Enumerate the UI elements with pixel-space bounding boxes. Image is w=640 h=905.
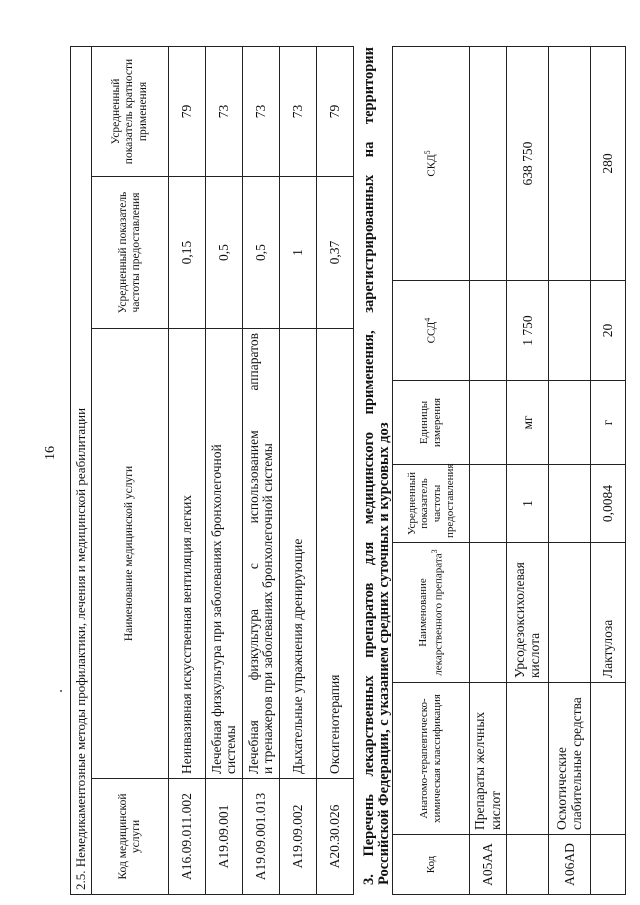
service-name: Дыхательные упражнения дренирующие [280, 329, 317, 779]
atc-code: A06AD [549, 835, 591, 895]
section-3-heading-line-2: Российской Федерации, с указанием средних суточных и курсовых доз [376, 422, 392, 885]
skd-value [470, 47, 507, 281]
ssd-value: 1 750 [507, 281, 549, 381]
atc-group: Осмотические слабительные средства [549, 683, 591, 835]
page-number: 16 [43, 446, 58, 460]
table-row [549, 47, 591, 895]
service-name: Неинвазивная искусственная вентиляция легких [169, 329, 206, 779]
table-row [206, 46, 243, 894]
frequency-value: 0,37 [317, 177, 354, 329]
col-header-drug-name: Наименование лекарственного препарата$^3$ [393, 543, 470, 683]
table-row [169, 46, 206, 894]
drug-name [470, 543, 507, 683]
service-code: A16.09.011.002 [169, 779, 206, 895]
service-name [206, 329, 243, 779]
multiplicity-value: 79 [317, 46, 354, 176]
multiplicity-value: 79 [169, 46, 206, 176]
frequency-value: 0,15 [169, 177, 206, 329]
col-header-code: Код [393, 835, 470, 895]
table-row [470, 47, 507, 895]
atc-group [591, 683, 626, 835]
non-drug-methods-table [70, 46, 354, 895]
unit-value: мг [507, 381, 549, 465]
service-code: A20.30.026 [317, 779, 354, 895]
ssd-value: 20 [591, 281, 626, 381]
multiplicity-value: 73 [243, 46, 280, 176]
ssd-value [549, 281, 591, 381]
service-name-line-2: и тренажеров при заболеваниях бронхолегочной системы [260, 443, 275, 774]
service-name [243, 329, 280, 779]
scan-speck [60, 690, 62, 692]
col-header-atc: Анатомо-терапевтическо-химическая классификация [393, 683, 470, 835]
service-name-line-2: системы [223, 725, 238, 774]
service-code: A19.09.001.013 [243, 779, 280, 895]
col-header-name: Наименование медицинской услуги [92, 329, 169, 779]
skd-value: 638 750 [507, 47, 549, 281]
skd-value: 280 [591, 47, 626, 281]
table-row [280, 46, 317, 894]
frequency-value: 0,5 [243, 177, 280, 329]
drug-name: Лактулоза [591, 543, 626, 683]
drug-name: Урсодезоксихолевая кислота [507, 543, 549, 683]
frequency-value: 1 [507, 465, 549, 543]
service-code: A19.09.001 [206, 779, 243, 895]
frequency-value: 0,0084 [591, 465, 626, 543]
frequency-value [549, 465, 591, 543]
service-name-line-1: Лечебная физкультура с использованием аппаратов [245, 333, 261, 774]
col-header-multiplicity: Усредненный показатель кратности применения [92, 46, 169, 176]
table-header-row [92, 46, 169, 894]
section-3-heading [362, 47, 392, 885]
skd-value [549, 47, 591, 281]
multiplicity-value: 73 [280, 46, 317, 176]
frequency-value: 0,5 [206, 177, 243, 329]
col-header-frequency: Усредненный показатель частоты предоставления [393, 465, 470, 543]
col-header-skd: СКД$^5$ [393, 47, 470, 281]
unit-value [470, 381, 507, 465]
service-name: Оксигенотерапия [317, 329, 354, 779]
col-header-frequency: Усредненный показатель частоты предоставления [92, 177, 169, 329]
table-row [243, 46, 280, 894]
service-code: A19.09.002 [280, 779, 317, 895]
rotated-page-content [65, 0, 640, 895]
unit-value: г [591, 381, 626, 465]
drugs-table [392, 46, 626, 895]
section-3-heading-line-1: 3. Перечень лекарственных препаратов для медицинского применения, зарегистрированных на территории [361, 47, 377, 885]
atc-code [591, 835, 626, 895]
table-row [507, 47, 549, 895]
table-row [317, 46, 354, 894]
section-2-5-title: 2.5. Немедикаментозные методы профилактики, лечения и медицинской реабилитации [71, 46, 92, 894]
drug-name [549, 543, 591, 683]
frequency-value: 1 [280, 177, 317, 329]
atc-code [507, 835, 549, 895]
multiplicity-value: 73 [206, 46, 243, 176]
col-header-unit: Единицы измерения [393, 381, 470, 465]
table-row [591, 47, 626, 895]
col-header-code: Код медицинской услуги [92, 779, 169, 895]
atc-group: Препараты желчных кислот [470, 683, 507, 835]
service-name-line-1: Лечебная физкультура при заболеваниях бронхолегочной [208, 444, 224, 774]
col-header-ssd: ССД$^4$ [393, 281, 470, 381]
unit-value [549, 381, 591, 465]
table-header-row [393, 47, 470, 895]
ssd-value [470, 281, 507, 381]
frequency-value [470, 465, 507, 543]
atc-group [507, 683, 549, 835]
atc-code: A05AA [470, 835, 507, 895]
